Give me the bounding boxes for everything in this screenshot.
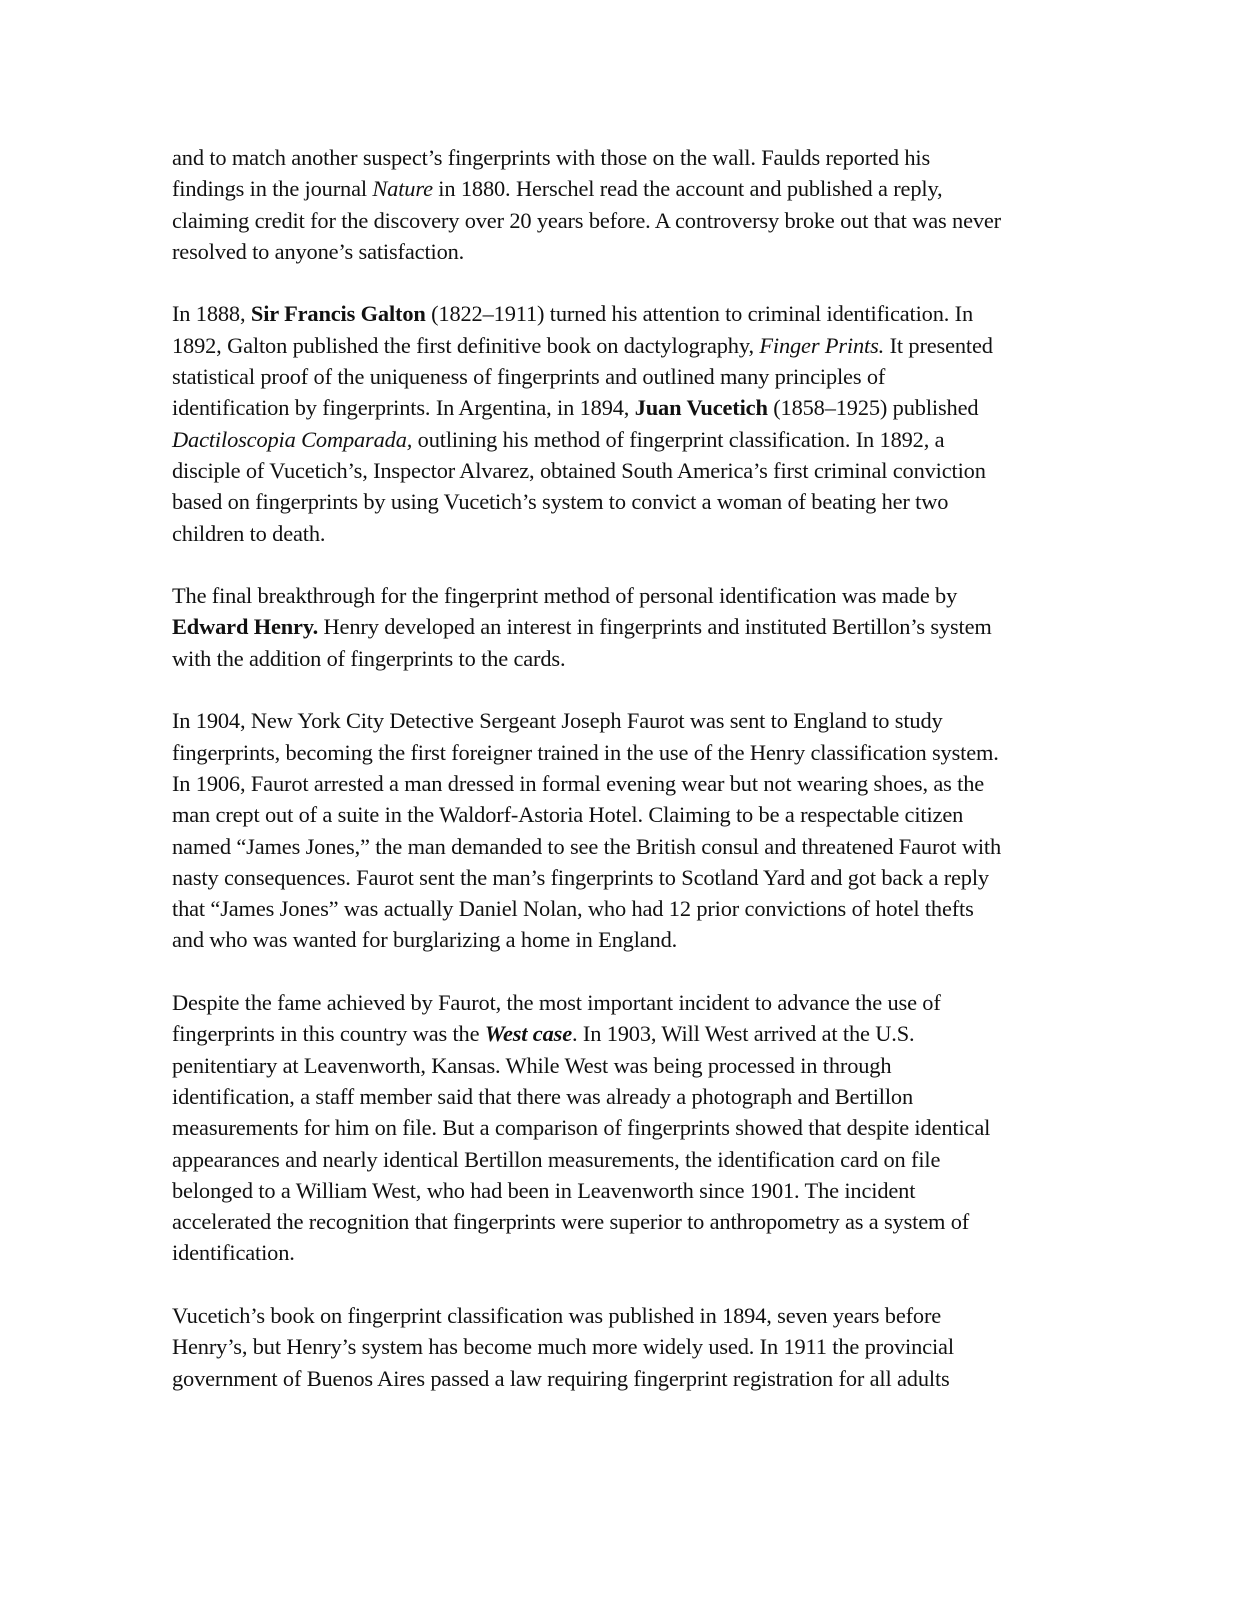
- text-run: man crept out of a suite in the Waldorf-Astoria Hotel. Claiming to be a respectable citizen: [172, 802, 964, 828]
- text-line: [172, 486, 1072, 517]
- text-line: [172, 1050, 1072, 1081]
- paragraph-3: [172, 580, 1072, 674]
- text-line: [172, 643, 1072, 674]
- emphasis-text: Juan Vucetich: [634, 395, 768, 421]
- text-run: In 1906, Faurot arrested a man dressed in formal evening wear but not wearing shoes, as the: [172, 770, 985, 796]
- text-run: in 1880. Herschel read the account and published a reply,: [432, 176, 943, 202]
- text-run: Vucetich’s book on fingerprint classification was published in 1894, seven years before: [172, 1302, 942, 1328]
- text-line: [172, 611, 1072, 642]
- emphasis-text: Sir Francis Galton: [250, 301, 426, 327]
- paragraph-2: [172, 298, 1072, 548]
- text-run: Despite the fame achieved by Faurot, the most important incident to advance the use of: [172, 990, 941, 1016]
- paragraph-5: [172, 987, 1072, 1269]
- text-line: [172, 1175, 1072, 1206]
- text-run: accelerated the recognition that fingerprints were superior to anthropometry as a system of: [172, 1209, 970, 1235]
- text-run: fingerprints in this country was the: [172, 1021, 485, 1047]
- text-run: outlining his method of fingerprint classification. In 1892, a: [412, 426, 945, 452]
- text-line: [172, 392, 1072, 423]
- text-run: belonged to a William West, who had been in Leavenworth since 1901. The incident: [172, 1177, 916, 1203]
- text-line: [172, 1112, 1072, 1143]
- text-line: [172, 518, 1072, 549]
- text-line: [172, 1363, 1072, 1394]
- text-run: based on fingerprints by using Vucetich’s system to convict a woman of beating her two: [172, 489, 949, 515]
- document-body: [172, 142, 1072, 1425]
- text-line: [172, 1018, 1072, 1049]
- text-run: appearances and nearly identical Bertillon measurements, the identification card on file: [172, 1146, 941, 1172]
- text-line: [172, 893, 1072, 924]
- paragraph-4: [172, 705, 1072, 955]
- text-line: [172, 330, 1072, 361]
- text-run: The final breakthrough for the fingerprint method of personal identification was made by: [172, 583, 958, 609]
- text-run: that “James Jones” was actually Daniel Nolan, who had 12 prior convictions of hotel thefts: [172, 896, 974, 922]
- text-run: penitentiary at Leavenworth, Kansas. While West was being processed in through: [172, 1052, 892, 1078]
- text-line: [172, 737, 1072, 768]
- text-line: [172, 799, 1072, 830]
- text-run: identification.: [172, 1240, 295, 1266]
- text-run: measurements for him on file. But a comparison of fingerprints showed that despite identical: [172, 1115, 991, 1141]
- paragraph-1: [172, 142, 1072, 267]
- text-run: government of Buenos Aires passed a law requiring fingerprint registration for all adults: [172, 1365, 950, 1391]
- emphasis-text: Nature: [372, 176, 433, 202]
- text-run: Henry developed an interest in fingerprints and instituted Bertillon’s system: [318, 614, 992, 640]
- emphasis-text: Dactiloscopia Comparada,: [172, 426, 413, 452]
- text-run: with the addition of fingerprints to the cards.: [172, 645, 566, 671]
- text-line: [172, 831, 1072, 862]
- text-line: [172, 1237, 1072, 1268]
- text-line: [172, 205, 1072, 236]
- text-line: [172, 1300, 1072, 1331]
- text-run: findings in the journal: [172, 176, 373, 202]
- text-line: [172, 424, 1072, 455]
- text-run: claiming credit for the discovery over 20 years before. A controversy broke out that was never: [172, 207, 1001, 233]
- text-line: [172, 236, 1072, 267]
- text-run: (1822–1911) turned his attention to criminal identification. In: [425, 301, 974, 327]
- paragraph-6: [172, 1300, 1072, 1394]
- text-line: [172, 298, 1072, 329]
- text-run: resolved to anyone’s satisfaction.: [172, 238, 465, 264]
- text-run: and to match another suspect’s fingerprints with those on the wall. Faulds reported his: [172, 145, 931, 170]
- emphasis-text: Edward Henry.: [172, 614, 319, 640]
- text-run: children to death.: [172, 520, 326, 546]
- text-line: [172, 987, 1072, 1018]
- text-run: statistical proof of the uniqueness of fingerprints and outlined many principles of: [172, 364, 886, 390]
- text-run: identification by fingerprints. In Argentina, in 1894,: [172, 395, 635, 421]
- text-run: disciple of Vucetich’s, Inspector Alvarez, obtained South America’s first criminal conviction: [172, 457, 986, 483]
- text-line: [172, 768, 1072, 799]
- text-run: (1858–1925) published: [767, 395, 979, 421]
- text-run: In 1888,: [172, 301, 251, 327]
- text-line: [172, 1206, 1072, 1237]
- text-line: [172, 173, 1072, 204]
- text-run: nasty consequences. Faurot sent the man’s fingerprints to Scotland Yard and got back a reply: [172, 864, 989, 890]
- text-run: It presented: [884, 332, 993, 358]
- text-line: [172, 1331, 1072, 1362]
- text-run: named “James Jones,” the man demanded to see the British consul and threatened Faurot with: [172, 833, 1002, 859]
- text-run: Henry’s, but Henry’s system has become much more widely used. In 1911 the provincial: [172, 1334, 954, 1360]
- text-run: . In 1903, Will West arrived at the U.S.: [572, 1021, 915, 1047]
- text-run: identification, a staff member said that there was already a photograph and Bertillon: [172, 1083, 914, 1109]
- text-run: 1892, Galton published the first definitive book on dactylography,: [172, 332, 760, 358]
- text-line: [172, 142, 1072, 173]
- emphasis-text: Finger Prints.: [759, 332, 885, 358]
- text-line: [172, 1144, 1072, 1175]
- text-line: [172, 361, 1072, 392]
- text-run: In 1904, New York City Detective Sergeant Joseph Faurot was sent to England to study: [172, 708, 943, 734]
- emphasis-text: West case: [484, 1021, 572, 1047]
- text-run: fingerprints, becoming the first foreigner trained in the use of the Henry classification system.: [172, 739, 999, 765]
- text-line: [172, 924, 1072, 955]
- text-line: [172, 1081, 1072, 1112]
- text-run: and who was wanted for burglarizing a home in England.: [172, 927, 678, 953]
- text-line: [172, 705, 1072, 736]
- text-line: [172, 455, 1072, 486]
- text-line: [172, 862, 1072, 893]
- text-line: [172, 580, 1072, 611]
